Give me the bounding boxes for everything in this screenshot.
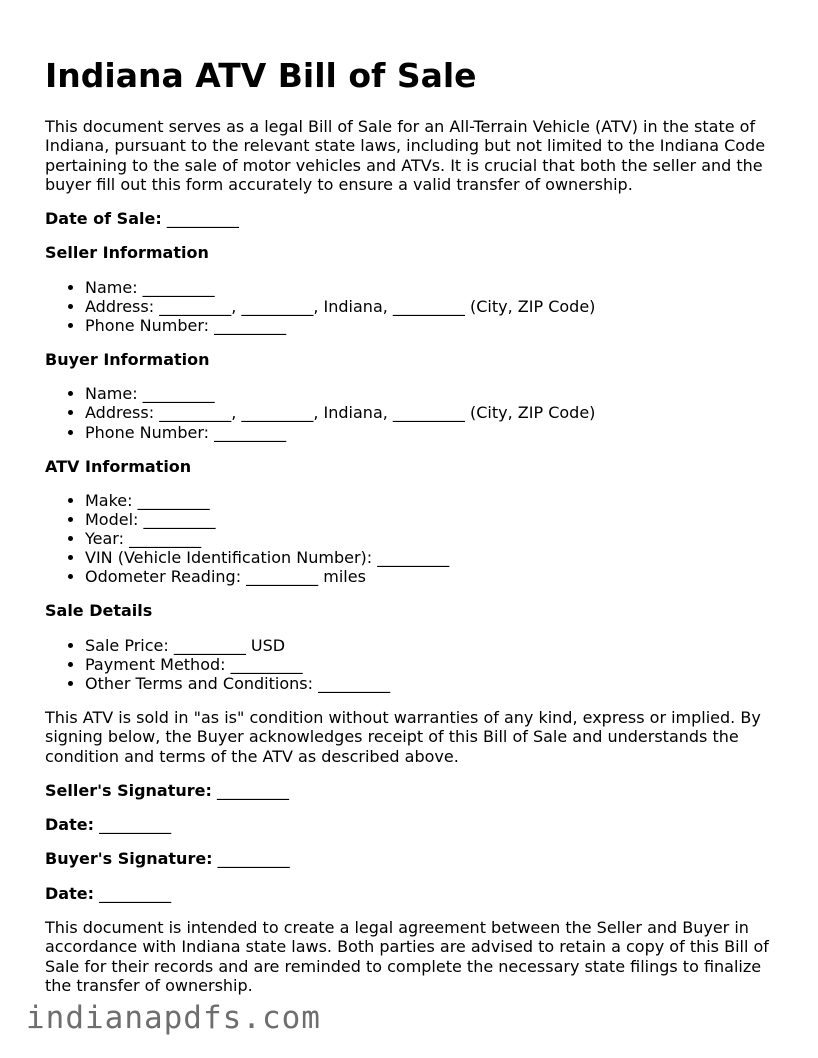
atv-model-item[interactable]: • Model: _________: [85, 510, 785, 529]
sale-price-item[interactable]: • Sale Price: _________ USD: [85, 636, 785, 655]
atv-year-item[interactable]: • Year: _________: [85, 529, 785, 548]
buyer-phone-item[interactable]: • Phone Number: _________: [85, 423, 785, 442]
buyer-date-label: Date:: [45, 883, 94, 903]
atv-make-item[interactable]: • Make: _________: [85, 491, 785, 510]
document-page: [45, 52, 785, 1010]
date-of-sale-blank[interactable]: _________: [166, 209, 239, 229]
seller-date-label: Date:: [45, 815, 94, 835]
seller-name-item[interactable]: • Name: _________: [85, 278, 785, 297]
seller-signature-label: Seller's Signature:: [45, 780, 212, 800]
buyer-name-item[interactable]: • Name: _________: [85, 384, 785, 403]
seller-address-item[interactable]: • Address: _________, _________, Indiana, _________ (City, ZIP Code): [85, 297, 785, 316]
buyer-signature-blank[interactable]: _________: [217, 849, 290, 869]
buyer-date-blank[interactable]: _________: [99, 883, 172, 903]
as-is-paragraph: This ATV is sold in "as is" condition without warranties of any kind, express or implied. By signing below, the Buyer acknowledges receipt of this Bill of Sale and understands the condition and terms of the ATV as described above.: [45, 707, 761, 766]
atv-heading: ATV Information: [45, 456, 192, 476]
seller-list: [45, 278, 785, 335]
sale-list: [45, 636, 785, 693]
sale-heading: Sale Details: [45, 601, 153, 621]
date-of-sale-line: [45, 209, 785, 228]
seller-date-blank[interactable]: _________: [99, 815, 172, 835]
document-title: Indiana ATV Bill of Sale: [45, 56, 477, 95]
buyer-list: [45, 384, 785, 441]
intro-paragraph: This document serves as a legal Bill of Sale for an All-Terrain Vehicle (ATV) in the state of Indiana, pursuant to the relevant state laws, including but not limited to the Indiana Code pertaining to the sale of motor vehicles and ATVs. It is crucial that both the seller and the buyer fill out this form accurately to ensure a valid transfer of ownership.: [45, 117, 766, 194]
payment-method-item[interactable]: • Payment Method: _________: [85, 655, 785, 674]
atv-vin-item[interactable]: • VIN (Vehicle Identification Number): _________: [85, 548, 785, 567]
seller-heading: Seller Information: [45, 243, 209, 263]
other-terms-item[interactable]: • Other Terms and Conditions: _________: [85, 674, 785, 693]
buyer-signature-label: Buyer's Signature:: [45, 849, 213, 869]
watermark: indianapdfs.com: [26, 1000, 321, 1036]
closing-paragraph: This document is intended to create a legal agreement between the Seller and Buyer in accordance with Indiana state laws. Both parties are advised to retain a copy of this Bill of Sale for their records and are reminded to complete the necessary state filings to finalize the transfer of ownership.: [45, 918, 769, 995]
atv-odometer-item[interactable]: • Odometer Reading: _________ miles: [85, 567, 785, 586]
buyer-address-item[interactable]: • Address: _________, _________, Indiana, _________ (City, ZIP Code): [85, 403, 785, 422]
buyer-date-line: [45, 884, 785, 903]
buyer-signature-line: [45, 849, 785, 868]
seller-signature-line: [45, 781, 785, 800]
seller-phone-item[interactable]: • Phone Number: _________: [85, 316, 785, 335]
date-of-sale-label: Date of Sale:: [45, 209, 162, 229]
seller-signature-blank[interactable]: _________: [217, 780, 289, 800]
seller-date-line: [45, 815, 785, 834]
atv-list: [45, 491, 785, 586]
buyer-heading: Buyer Information: [45, 350, 210, 370]
